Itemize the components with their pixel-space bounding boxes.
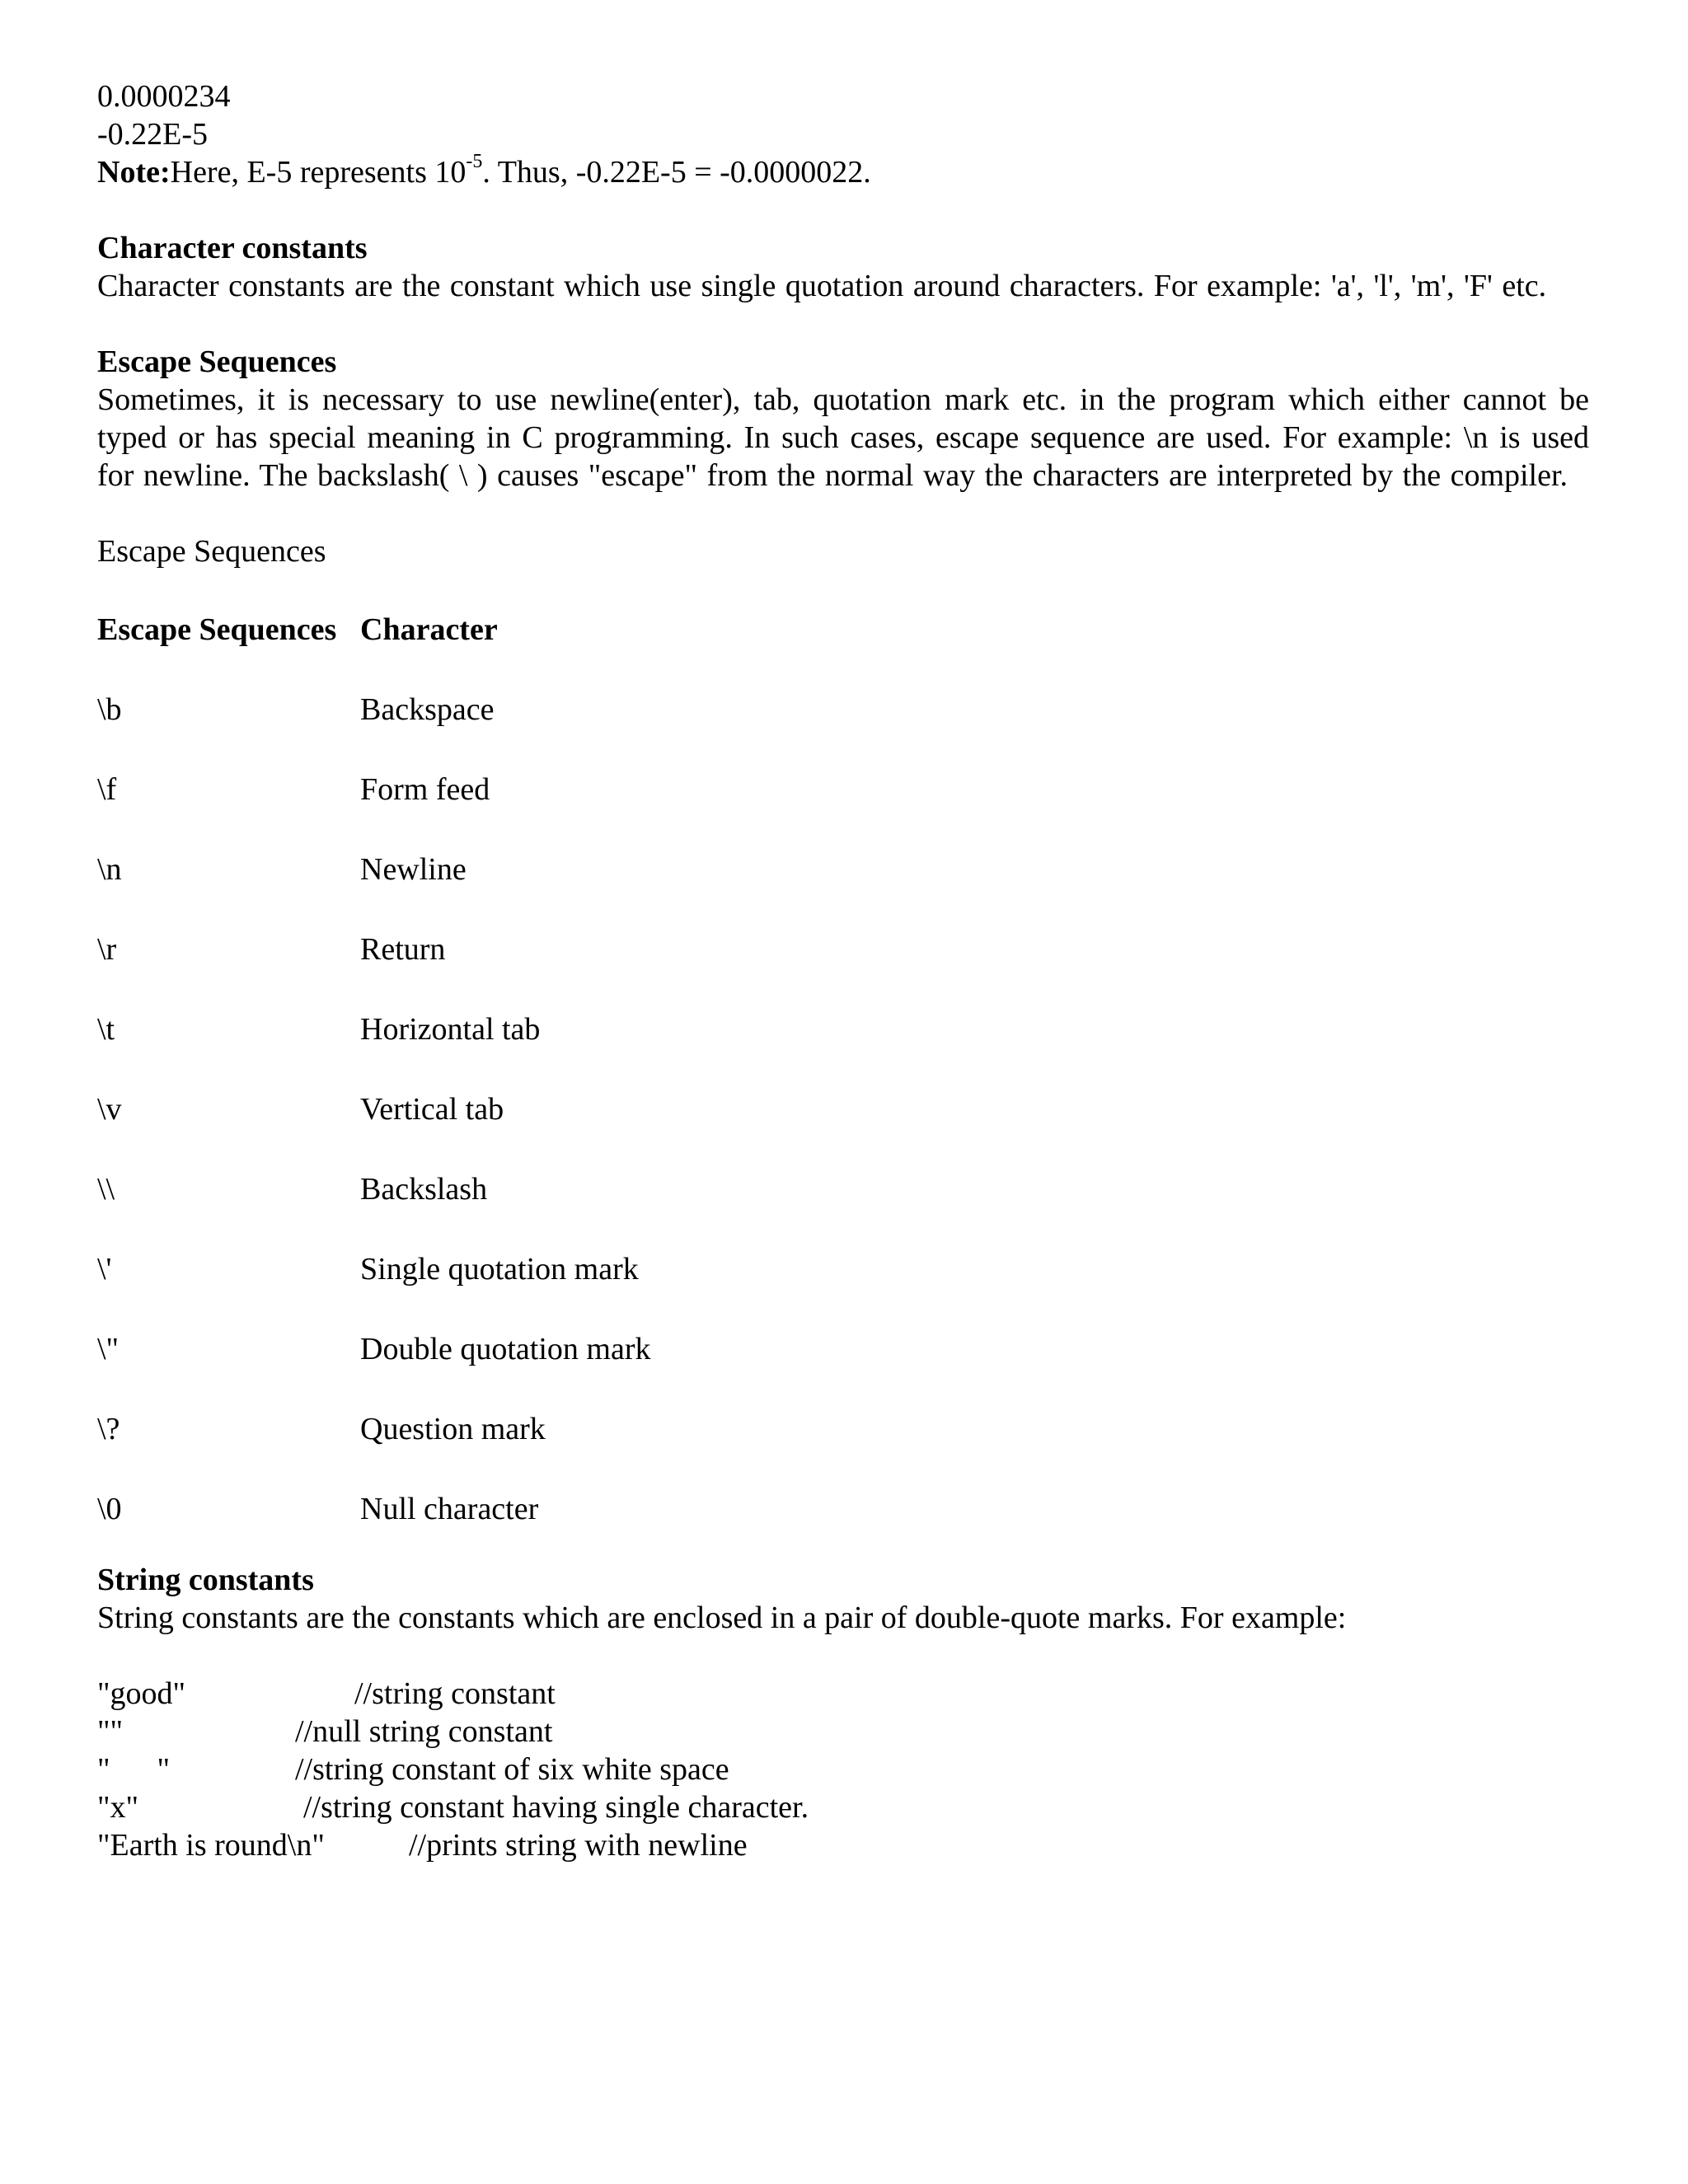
string-example-comment: //string constant having single character. (303, 1790, 809, 1825)
escape-table-header-col2: Character (360, 612, 498, 647)
note-exponent: -5 (466, 151, 483, 173)
escape-code: \" (97, 1332, 120, 1366)
table-row (97, 1170, 1589, 1208)
escape-desc: Double quotation mark (360, 1332, 651, 1366)
table-row (97, 930, 1589, 968)
string-example-code: "Earth is round\n" (97, 1828, 325, 1863)
escape-table-header (97, 611, 1589, 649)
escape-caption: Escape Sequences (97, 534, 326, 569)
escape-desc: Newline (360, 852, 467, 887)
string-example-comment: //null string constant (295, 1714, 553, 1749)
escape-sequences-body: Sometimes, it is necessary to use newline(enter), tab, quotation mark etc. in the program which either cannot be typed or has special meaning in C programming. In such cases, escape sequence are used. For example: \n is used for newline. The backslash( \ ) causes "escape" from the normal way the characters are interpreted by the compiler. (97, 382, 1589, 493)
string-example-code: "" (97, 1714, 124, 1749)
table-row (97, 691, 1589, 729)
escape-code: \? (97, 1412, 120, 1446)
string-constants-heading: String constants (97, 1563, 314, 1597)
table-row (97, 1410, 1589, 1448)
escape-desc: Horizontal tab (360, 1012, 541, 1047)
char-constants-heading: Character constants (97, 231, 368, 265)
list-item (97, 1675, 1589, 1713)
document-page (97, 77, 1589, 1864)
table-row (97, 1250, 1589, 1288)
escape-code: \t (97, 1012, 115, 1047)
list-item (97, 1826, 1589, 1864)
escape-code: \' (97, 1252, 112, 1286)
table-row (97, 771, 1589, 808)
escape-desc: Form feed (360, 772, 490, 807)
list-item (97, 1713, 1589, 1750)
table-row (97, 1010, 1589, 1048)
escape-code: \n (97, 852, 122, 887)
escape-desc: Single quotation mark (360, 1252, 639, 1286)
table-row (97, 1330, 1589, 1368)
escape-table (97, 691, 1589, 1528)
escape-table-header-col1: Escape Sequences (97, 612, 337, 647)
table-row (97, 1090, 1589, 1128)
escape-code: \f (97, 772, 117, 807)
escape-desc: Vertical tab (360, 1092, 504, 1127)
char-constants-body: Character constants are the constant which use single quotation around characters. For example: 'a', 'l', 'm', 'F' etc. (97, 269, 1547, 303)
intro-line-1: 0.0000234 (97, 79, 231, 114)
intro-line-2: -0.22E-5 (97, 117, 209, 152)
string-example-comment: //prints string with newline (409, 1828, 748, 1863)
escape-code: \v (97, 1092, 122, 1127)
string-constants-body: String constants are the constants which are enclosed in a pair of double-quote marks. For example: (97, 1601, 1347, 1635)
string-example-code: "good" (97, 1676, 186, 1711)
list-item (97, 1788, 1589, 1826)
string-example-comment: //string constant of six white space (295, 1752, 729, 1787)
note-text-pre: Here, E-5 represents 10 (170, 155, 467, 190)
string-example-code: "x" (97, 1790, 139, 1825)
string-example-code: " " (97, 1752, 171, 1787)
escape-desc: Return (360, 932, 446, 967)
note-label: Note: (97, 155, 171, 190)
escape-code: \\ (97, 1172, 115, 1207)
escape-sequences-heading: Escape Sequences (97, 344, 337, 379)
escape-desc: Null character (360, 1492, 539, 1526)
escape-desc: Question mark (360, 1412, 546, 1446)
string-examples (97, 1675, 1589, 1864)
note-line (97, 153, 1589, 191)
escape-desc: Backspace (360, 692, 495, 727)
escape-code: \b (97, 692, 122, 727)
escape-desc: Backslash (360, 1172, 488, 1207)
note-text-post: . Thus, -0.22E-5 = -0.0000022. (482, 155, 871, 190)
escape-code: \r (97, 932, 117, 967)
list-item (97, 1750, 1589, 1788)
string-example-comment: //string constant (354, 1676, 556, 1711)
escape-code: \0 (97, 1492, 122, 1526)
table-row (97, 1490, 1589, 1528)
table-row (97, 851, 1589, 888)
